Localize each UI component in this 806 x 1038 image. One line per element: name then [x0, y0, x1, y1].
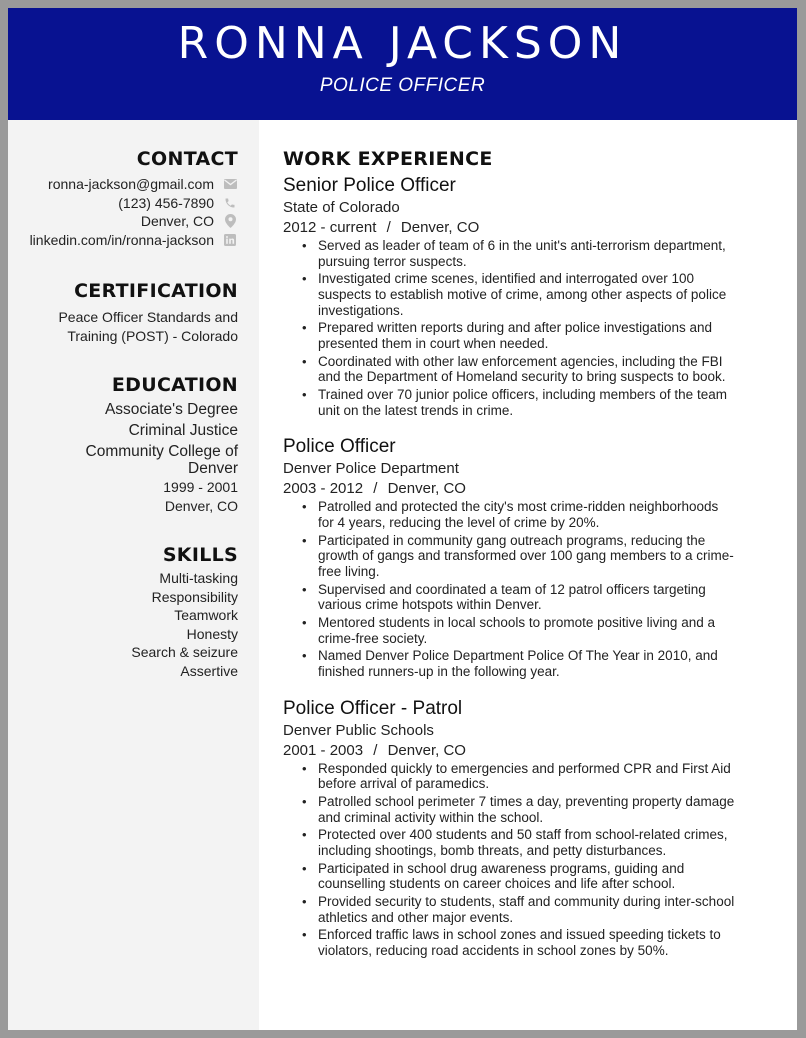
phone-text: (123) 456-7890 — [118, 194, 214, 211]
bullet-item: • Patrolled school perimeter 7 times a day, preventing property damage and criminal activity within the school. — [318, 794, 783, 825]
certification-heading: CERTIFICATION — [74, 280, 238, 302]
bullet-item: • Named Denver Police Department Police Of The Year in 2010, and finished runners-up in the following year. — [318, 648, 783, 679]
sidebar-content — [8, 120, 238, 680]
bullet-item: • Trained over 70 junior police officers, including members of the team unit on the latest trends in crime. — [318, 387, 783, 418]
job-employer: Denver Public Schools — [283, 721, 434, 739]
main-column — [283, 120, 783, 961]
skill-item: Assertive — [180, 662, 238, 679]
skill-item: Honesty — [186, 625, 238, 642]
job-title: Police Officer - Patrol — [283, 697, 463, 719]
education-major: Criminal Justice — [128, 421, 238, 439]
job-bullets — [283, 761, 783, 959]
bullet-item: • Prepared written reports during and after police investigations and presented them in court when needed. — [318, 320, 783, 351]
bullet-item: • Participated in community gang outreach programs, reducing the growth of gangs and transformed over 100 gang members to a crime- free living. — [318, 533, 783, 580]
candidate-role: POLICE OFFICER — [319, 75, 486, 96]
bullet-item: • Participated in school drug awareness programs, guiding and counselling students on career choices and life after school. — [318, 861, 783, 892]
education-years: 1999 - 2001 — [163, 479, 238, 495]
job-location: Denver, CO — [387, 480, 466, 498]
skill-item: Search & seizure — [131, 644, 238, 660]
job-employer: Denver Police Department — [283, 460, 459, 478]
bullet-item: • Investigated crime scenes, identified and interrogated over 100 suspects to establish motive of crime, among other aspects of police investigations. — [318, 271, 783, 318]
education-location: Denver, CO — [164, 497, 238, 514]
job-separator: / — [373, 741, 378, 759]
bullet-item: • Provided security to students, staff and community during inter-school athletics and other major events. — [318, 894, 783, 925]
job-period: 2001 - 2003 — [283, 741, 364, 759]
job-title: Police Officer — [283, 436, 396, 458]
job-period: 2003 - 2012 — [283, 480, 364, 498]
job-dates — [283, 479, 783, 499]
education-school: Denver — [188, 460, 238, 477]
bullet-item: • Mentored students in local schools to promote positive living and a crime-free society. — [318, 615, 783, 646]
bullet-item: • Patrolled and protected the city's most crime-ridden neighborhoods for 4 years, reducing the level of crime by 20%. — [318, 499, 783, 530]
certification-line: Peace Officer Standards and — [58, 309, 238, 325]
job-employer: State of Colorado — [283, 199, 400, 216]
job-title: Senior Police Officer — [283, 175, 456, 196]
resume-header — [8, 8, 797, 120]
location-text: Denver, CO — [140, 213, 214, 229]
contact-location — [8, 212, 238, 231]
job-location: Denver, CO — [400, 219, 480, 236]
contact-email[interactable] — [8, 175, 238, 194]
email-text: ronna-jackson@gmail.com — [48, 176, 214, 192]
skill-item: Teamwork — [174, 607, 238, 623]
contact-linkedin[interactable] — [8, 231, 238, 250]
contact-heading: CONTACT — [136, 148, 238, 170]
sidebar — [8, 120, 259, 1030]
job-bullets — [283, 238, 783, 418]
bullet-item: • Served as leader of team of 6 in the unit's anti-terrorism department, pursuing terror suspects. — [318, 238, 783, 269]
job-separator: / — [373, 480, 378, 498]
job-dates — [283, 741, 783, 761]
job-entry — [283, 697, 783, 959]
skill-item: Multi-tasking — [159, 570, 238, 586]
skills-heading: SKILLS — [162, 544, 238, 566]
job-entry — [283, 435, 783, 679]
job-entry — [283, 174, 783, 418]
contact-phone[interactable] — [8, 194, 238, 213]
job-period: 2012 - current — [283, 219, 377, 236]
job-location: Denver, CO — [387, 741, 466, 759]
bullet-item: • Supervised and coordinated a team of 12 patrol officers targeting various crime hotspots within Denver. — [318, 582, 783, 613]
linkedin-text: linkedin.com/in/ronna-jackson — [29, 231, 214, 248]
bullet-item: • Coordinated with other law enforcement agencies, including the FBI and the Department of Homeland security to bring suspects to book. — [318, 354, 783, 385]
phone-icon — [222, 197, 238, 209]
education-school: Community College of — [85, 443, 238, 460]
bullet-item: • Responded quickly to emergencies and performed CPR and First Aid before arrival of paramedics. — [318, 761, 783, 792]
certification-line: Training (POST) - Colorado — [67, 327, 238, 344]
bullet-item: • Protected over 400 students and 50 staff from school-related crimes, including shootings, bomb threats, and petty disturbances. — [318, 827, 783, 858]
resume-page — [8, 8, 797, 1030]
envelope-icon — [222, 179, 238, 189]
education-degree: Associate's Degree — [104, 401, 238, 418]
skill-item: Responsibility — [151, 588, 238, 605]
candidate-name: RONNA JACKSON — [177, 18, 628, 69]
work-experience-heading: WORK EXPERIENCE — [283, 148, 493, 170]
education-heading: EDUCATION — [111, 374, 238, 396]
job-separator: / — [386, 219, 391, 236]
job-dates — [283, 218, 783, 238]
bullet-item: • Enforced traffic laws in school zones and issued speeding tickets to violators, reducing road accidents in school zones by 50%. — [318, 927, 783, 958]
linkedin-icon — [222, 234, 238, 246]
job-bullets — [283, 499, 783, 679]
map-pin-icon — [222, 214, 238, 228]
